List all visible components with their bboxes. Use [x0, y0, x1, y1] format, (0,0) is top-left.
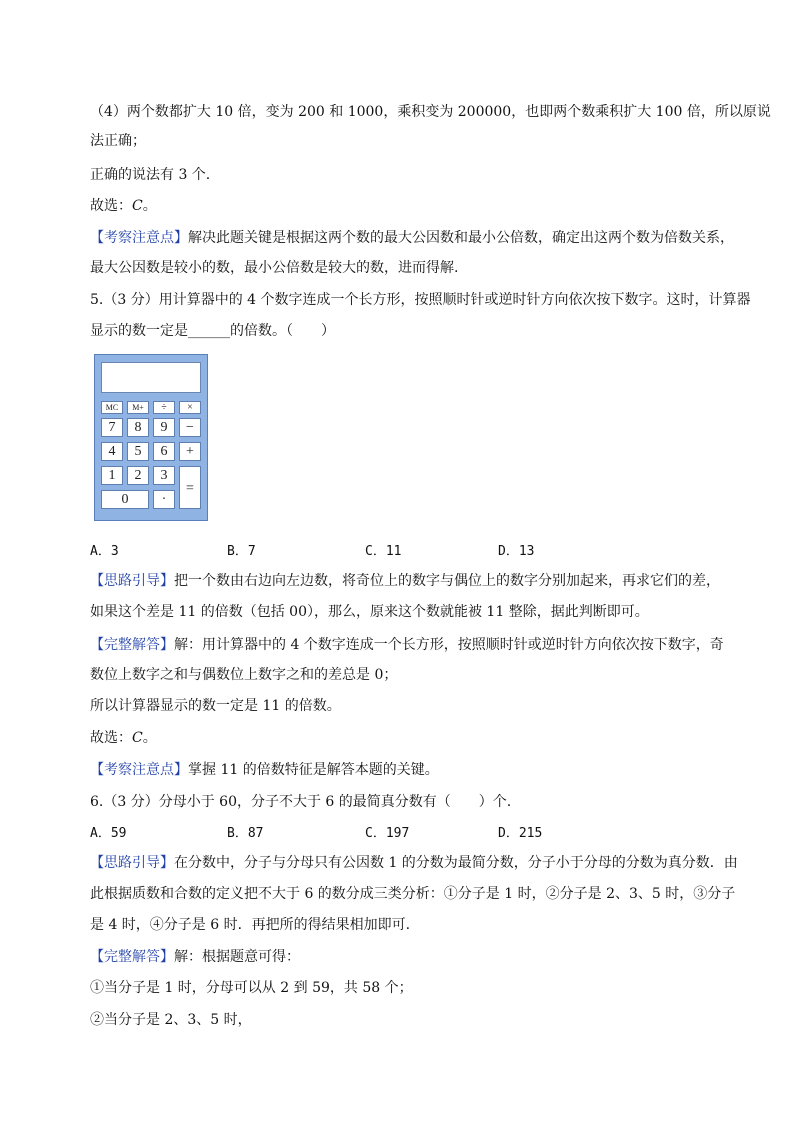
- hint-tag: 【思路引导】: [90, 855, 174, 871]
- key-minus: −: [179, 418, 201, 437]
- q5-stem-line-2: 显示的数一定是______的倍数。（ ）: [90, 323, 335, 339]
- q4-line-2: 法正确；: [90, 133, 146, 149]
- answer-tag: 【完整解答】: [90, 949, 174, 965]
- q6-answer-line-1: [90, 948, 300, 966]
- key-2: 2: [127, 466, 149, 485]
- choose-value: C: [132, 730, 143, 746]
- calculator-screen: [101, 362, 201, 393]
- q4-line-3: 正确的说法有 3 个.: [90, 167, 211, 183]
- hint-tag: 【思路引导】: [90, 573, 174, 589]
- q6-answer-line-2: ①当分子是 1 时，分母可以从 2 到 59，共 58 个；: [90, 980, 413, 996]
- q4-choose: [90, 197, 157, 215]
- q4-line-1: （4）两个数都扩大 10 倍，变为 200 和 1000，乘积变为 200000，也即两个数乘积扩大 100 倍，所以原说: [90, 104, 771, 120]
- key-divide: ÷: [153, 401, 175, 414]
- q6-hint-line-3: 是 4 时，④分子是 6 时．再把所的得结果相加即可.: [90, 917, 411, 933]
- choose-label: 故选：: [90, 198, 132, 214]
- q5-answer-line-2: 数位上数字之和与偶数位上数字之和的差总是 0；: [90, 667, 398, 683]
- note-tag: 【考察注意点】: [90, 762, 188, 778]
- answer-tag: 【完整解答】: [90, 637, 174, 653]
- key-8: 8: [127, 418, 149, 437]
- q5-note: [90, 761, 439, 779]
- key-0: 0: [101, 490, 149, 509]
- q6-stem: 6.（3 分）分母小于 60，分子不大于 6 的最简真分数有（ ）个.: [90, 794, 512, 810]
- key-3: 3: [153, 466, 175, 485]
- q4-note-line-1: [90, 229, 734, 247]
- q5-option-d: D．13: [498, 544, 535, 559]
- q6-option-c: C．197: [365, 826, 410, 841]
- choose-end: 。: [142, 198, 157, 214]
- key-5: 5: [127, 442, 149, 461]
- choose-end: 。: [142, 730, 157, 746]
- key-1: 1: [101, 466, 123, 485]
- note-text: 解决此题关键是根据这两个数的最大公因数和最小公倍数，确定出这两个数为倍数关系，: [188, 230, 734, 246]
- q4-note-line-2: 最大公因数是较小的数，最小公倍数是较大的数，进而得解.: [90, 260, 459, 276]
- note-tag: 【考察注意点】: [90, 230, 188, 246]
- q6-option-a: A．59: [90, 826, 127, 841]
- q5-answer-line-3: 所以计算器显示的数一定是 11 的倍数。: [90, 698, 341, 714]
- q6-option-d: D．215: [498, 826, 543, 841]
- key-7: 7: [101, 418, 123, 437]
- hint-text: 在分数中，分子与分母只有公因数 1 的分数为最简分数，分子小于分母的分数为真分数．由: [174, 855, 738, 871]
- key-plus: +: [179, 442, 201, 461]
- note-text: 掌握 11 的倍数特征是解答本题的关键。: [188, 762, 439, 778]
- q6-hint-line-2: 此根据质数和合数的定义把不大于 6 的数分成三类分析：①分子是 1 时，②分子是 2、3、5 时，③分子: [90, 886, 736, 902]
- q5-option-b: B．7: [227, 544, 256, 559]
- q6-hint-line-1: [90, 854, 738, 872]
- q5-hint-line-2: 如果这个差是 11 的倍数（包括 00），那么，原来这个数就能被 11 整除，据此判断即可。: [90, 604, 649, 620]
- choose-label: 故选：: [90, 730, 132, 746]
- key-equals: =: [179, 466, 201, 509]
- key-mplus: M+: [127, 401, 149, 414]
- q5-option-c: C．11: [365, 544, 402, 559]
- key-9: 9: [153, 418, 175, 437]
- choose-value: C: [132, 198, 143, 214]
- key-mc: MC: [101, 401, 123, 414]
- calculator-figure: [94, 354, 208, 521]
- q5-stem-line-1: 5.（3 分）用计算器中的 4 个数字连成一个长方形，按照顺时针或逆时针方向依次按下数字。这时，计算器: [90, 292, 751, 308]
- hint-text: 把一个数由右边向左边数，将奇位上的数字与偶位上的数字分别加起来，再求它们的差，: [174, 573, 720, 589]
- q5-choose: [90, 729, 157, 747]
- q5-hint-line-1: [90, 572, 720, 590]
- answer-text: 解：用计算器中的 4 个数字连成一个长方形，按照顺时针或逆时针方向依次按下数字，奇: [174, 637, 724, 653]
- key-multiply: ×: [179, 401, 201, 414]
- q5-option-a: A．3: [90, 544, 119, 559]
- q6-answer-line-3: ②当分子是 2、3、5 时，: [90, 1012, 252, 1028]
- q5-answer-line-1: [90, 636, 724, 654]
- answer-text: 解：根据题意可得：: [174, 949, 300, 965]
- key-dot: ·: [153, 490, 175, 509]
- key-4: 4: [101, 442, 123, 461]
- key-6: 6: [153, 442, 175, 461]
- q6-option-b: B．87: [227, 826, 264, 841]
